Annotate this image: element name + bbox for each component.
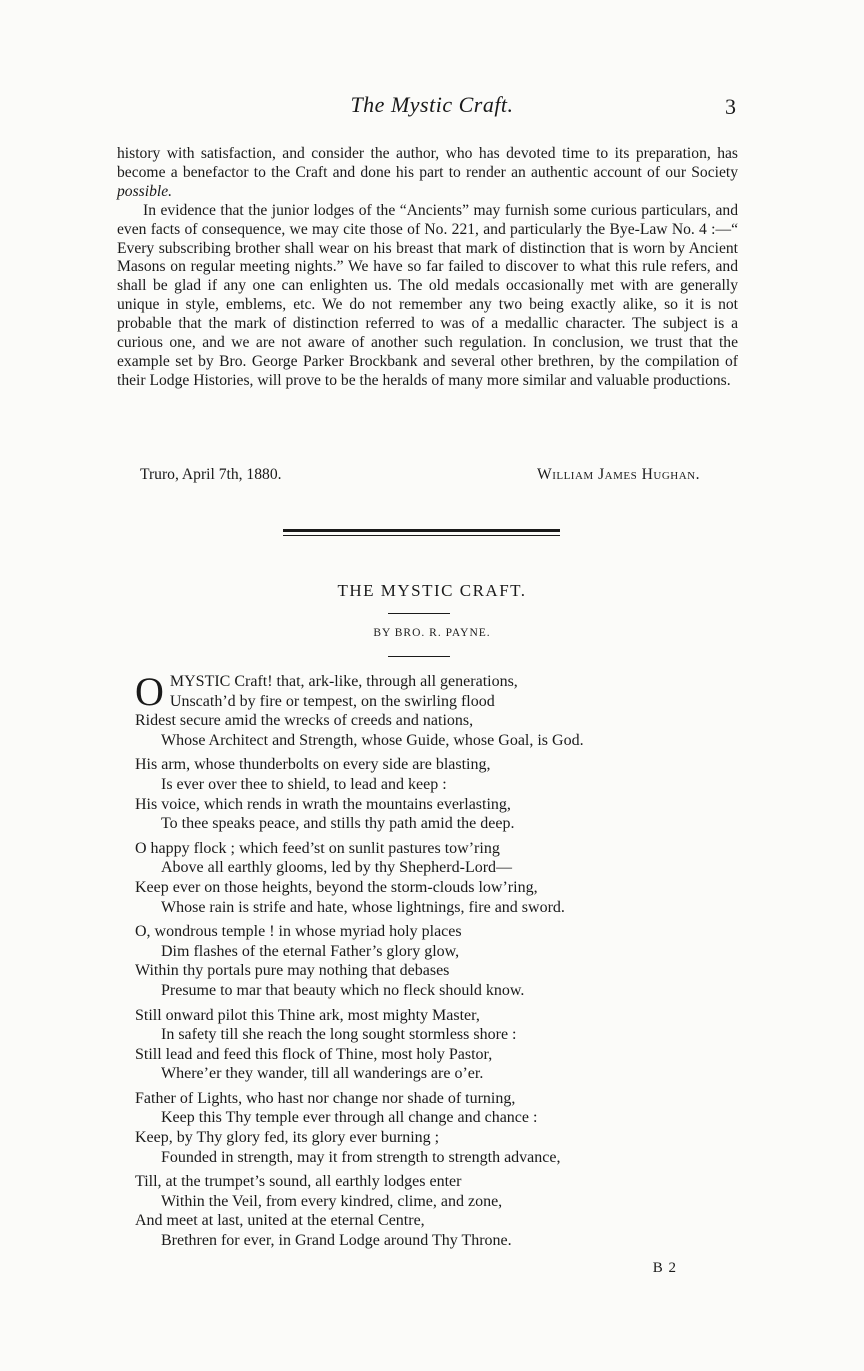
poem-line: O, wondrous temple ! in whose myriad holy places bbox=[135, 923, 462, 941]
poem-line: O happy flock ; which feed’st on sunlit pastures tow’ring bbox=[135, 839, 500, 857]
poem-line: And meet at last, united at the eternal Centre, bbox=[135, 1212, 425, 1230]
poem-line: In safety till she reach the long sought stormless shore : bbox=[161, 1026, 517, 1044]
paragraph-2: In evidence that the junior lodges of the “Ancients” may furnish some curious particulars, and even facts of consequence, we may cite those of No. 221, and particularly the Bye-Law No. 4 :—“ Every subscribing brother shall wear on his breast that mark of distinction that is worn by Ancient Masons on regular meeting nights.” We have so far failed to discover to what this rule refers, and shall be glad if any one can enlighten us. The old medals occasionally met with are generally unique in style, emblems, etc. We do not remember any two being exactly alike, so it is not probable that the mark of distinction referred to was of a medallic character. The subject is a curious one, and we are not aware of another such regulation. In conclusion, we trust that the example set by Bro. George Parker Brockbank and several other brethren, by the compilation of their Lodge Histories, will prove to be the heralds of many more similar and valuable productions. bbox=[117, 201, 738, 389]
poem-stanza bbox=[135, 1006, 695, 1084]
drop-cap: O bbox=[135, 669, 164, 714]
poem-line: Where’er they wander, till all wanderings are o’er. bbox=[161, 1065, 484, 1083]
poem-line: Still onward pilot this Thine ark, most mighty Master, bbox=[135, 1006, 480, 1024]
poem-line: Still lead and feed this flock of Thine, most holy Pastor, bbox=[135, 1045, 493, 1063]
title-rule bbox=[388, 613, 450, 614]
poem-line: To thee speaks peace, and stills thy path amid the deep. bbox=[161, 815, 515, 833]
signoff bbox=[140, 466, 700, 488]
poem-line: Is ever over thee to shield, to lead and keep : bbox=[161, 775, 447, 793]
poem-line: Unscath’d by fire or tempest, on the swirling flood bbox=[169, 692, 495, 710]
poem-title: THE MYSTIC CRAFT. bbox=[337, 581, 527, 600]
poem-stanza bbox=[135, 1089, 695, 1167]
poem-line: His arm, whose thunderbolts on every side are blasting, bbox=[135, 756, 491, 774]
poem-stanza bbox=[135, 839, 695, 917]
poem-line: Ridest secure amid the wrecks of creeds and nations, bbox=[135, 712, 474, 730]
divider-thin-rule bbox=[283, 535, 560, 536]
prose-section bbox=[117, 145, 738, 391]
poem-line: Keep, by Thy glory fed, its glory ever burning ; bbox=[135, 1129, 440, 1147]
page-number: 3 bbox=[725, 94, 736, 119]
poem-line: Father of Lights, who hast nor change nor shade of turning, bbox=[135, 1089, 516, 1107]
poem-line: Within thy portals pure may nothing that debases bbox=[135, 962, 450, 980]
poem-line: MYSTIC Craft! that, ark-like, through all generations, bbox=[169, 673, 518, 690]
running-head bbox=[0, 92, 864, 122]
poem-line: Presume to mar that beauty which no fleck should know. bbox=[161, 981, 525, 999]
paragraph-1-italic: possible. bbox=[117, 182, 173, 200]
poem-line: Keep this Thy temple ever through all change and chance : bbox=[161, 1109, 538, 1127]
poem-line: Above all earthly glooms, led by thy Shepherd-Lord— bbox=[161, 859, 513, 877]
paragraph-1 bbox=[117, 145, 738, 202]
poem-stanza bbox=[135, 1172, 695, 1250]
poem-stanza bbox=[135, 669, 695, 750]
byline-rule bbox=[388, 656, 450, 657]
poem-line: Till, at the trumpet’s sound, all earthly lodges enter bbox=[135, 1173, 462, 1191]
place-date: Truro, April 7th, 1880. bbox=[140, 466, 282, 483]
poem-line: Founded in strength, may it from strength to strength advance, bbox=[161, 1148, 561, 1166]
poem-line: His voice, which rends in wrath the mountains everlasting, bbox=[135, 795, 511, 813]
poem-byline: BY BRO. R. PAYNE. bbox=[373, 627, 491, 639]
poem-line: Brethren for ever, in Grand Lodge around Thy Throne. bbox=[161, 1232, 512, 1250]
poem-line: Within the Veil, from every kindred, clime, and zone, bbox=[161, 1192, 503, 1210]
paragraph-1-text: history with satisfaction, and consider the author, who has devoted time to its preparation, has become a benefactor to the Craft and done his part to render an authentic account of our Society bbox=[117, 145, 738, 181]
poem-stanza bbox=[135, 922, 695, 1000]
poem-line: Whose Architect and Strength, whose Guide, whose Goal, is God. bbox=[161, 731, 584, 749]
poem-stanza bbox=[135, 755, 695, 833]
poem-body bbox=[135, 669, 695, 1256]
poem-line: Dim flashes of the eternal Father’s glory glow, bbox=[161, 942, 460, 960]
author-name: William James Hughan. bbox=[536, 466, 700, 483]
signature-mark: B 2 bbox=[652, 1260, 677, 1276]
section-divider bbox=[283, 529, 560, 536]
poem-line: Keep ever on those heights, beyond the storm-clouds low’ring, bbox=[135, 878, 538, 896]
poem-line: Whose rain is strife and hate, whose lightnings, fire and sword. bbox=[161, 898, 565, 916]
running-title: The Mystic Craft. bbox=[350, 92, 514, 117]
